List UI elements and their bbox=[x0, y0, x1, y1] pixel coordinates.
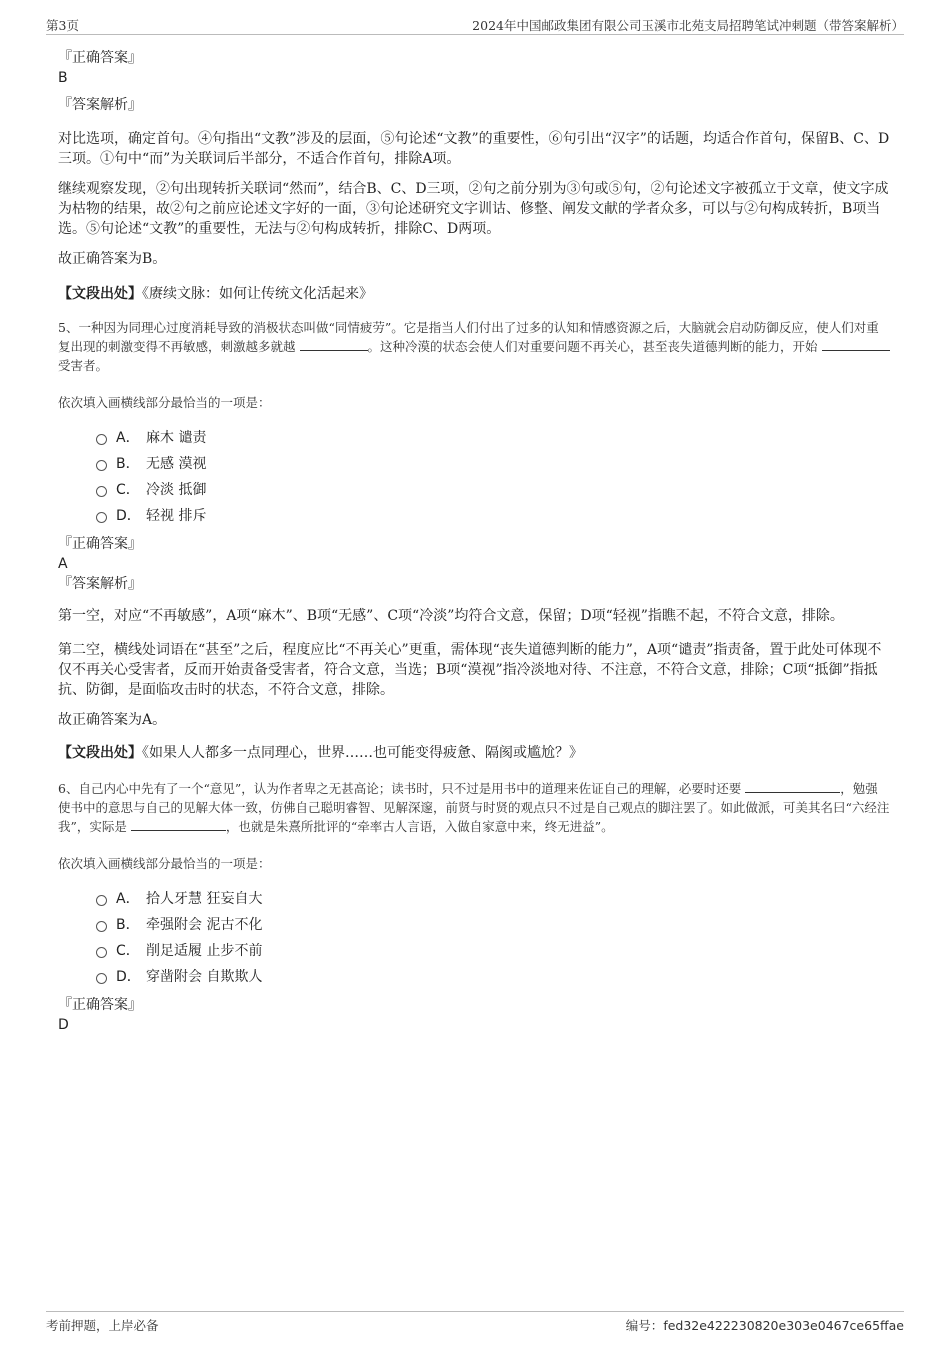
blank-line bbox=[822, 338, 890, 351]
analysis-paragraph: 第二空，横线处词语在“甚至”之后，程度应比“不再关心”更重，需体现“丧失道德判断的能力”，A项“谴责”指责备，置于此处可体现不仅不再关心受害者，反而开始责备受害者，符合文意，当选；B项“漠视”指冷淡地对待、不注意，不符合文意，排除；C项“抵御”指抵抗、防御，是面临攻击时的状态，不符合文意，排除。 bbox=[58, 642, 882, 698]
analysis-conclusion: 故正确答案为B。 bbox=[58, 251, 167, 267]
analysis-label: 『答案解析』 bbox=[58, 97, 142, 113]
radio-icon[interactable] bbox=[96, 512, 107, 523]
document-code bbox=[626, 1316, 904, 1334]
analysis-label: 『答案解析』 bbox=[58, 576, 142, 592]
q4-answer-block bbox=[58, 48, 890, 88]
correct-answer: A bbox=[58, 556, 68, 572]
answer-label: 『正确答案』 bbox=[58, 997, 142, 1013]
code-value: fed32e422230820e303e0467ce65ffae bbox=[663, 1318, 904, 1333]
answer-label: 『正确答案』 bbox=[58, 536, 142, 552]
radio-icon[interactable] bbox=[96, 973, 107, 984]
document-title: 2024年中国邮政集团有限公司玉溪市北苑支局招聘笔试冲刺题（带答案解析） bbox=[472, 18, 904, 33]
question-prompt: 依次填入画横线部分最恰当的一项是： bbox=[58, 856, 271, 871]
source-citation bbox=[58, 743, 890, 763]
radio-icon[interactable] bbox=[96, 434, 107, 445]
analysis-conclusion: 故正确答案为A。 bbox=[58, 712, 167, 728]
correct-answer: B bbox=[58, 70, 68, 86]
correct-answer: D bbox=[58, 1017, 69, 1033]
option-d[interactable]: D． 轻视 排斥 bbox=[96, 506, 206, 526]
option-c[interactable]: C． 削足适履 止步不前 bbox=[96, 941, 262, 961]
source-label: 【文段出处】 bbox=[58, 745, 142, 761]
question-6-text: 6、自己内心中先有了一个“意见”，认为作者卑之无甚高论；读书时，只不过是用书中的道理来佐证自己的理解，必要时还要 ，勉强使书中的意思与自己的见解大体一致，仿佛自己聪明睿智、见解深邃，前贤与时贤的观点只不过是自己观点的脚注罢了。如此做派，可美其名曰“六经注我”，实际是 ，也就是朱熹所批评的“牵率古人言语，入做自家意中来，终无进益”。 bbox=[58, 781, 890, 834]
page-number: 第3页 bbox=[46, 18, 79, 33]
page-header bbox=[46, 14, 904, 35]
code-label: 编号： bbox=[625, 1318, 664, 1333]
blank-line bbox=[745, 780, 840, 793]
option-a[interactable]: A． 麻木 谴责 bbox=[96, 428, 206, 448]
source-title: 《如果人人都多一点同理心，世界……也可能变得疲惫、隔阂或尴尬？》 bbox=[142, 745, 583, 761]
footer-slogan: 考前押题，上岸必备 bbox=[46, 1318, 159, 1333]
page-footer bbox=[46, 1311, 904, 1336]
radio-icon[interactable] bbox=[96, 921, 107, 932]
question-prompt: 依次填入画横线部分最恰当的一项是： bbox=[58, 395, 271, 410]
source-label: 【文段出处】 bbox=[58, 286, 142, 302]
radio-icon[interactable] bbox=[96, 947, 107, 958]
analysis-paragraph: 第一空，对应“不再敏感”，A项“麻木”、B项“无感”、C项“冷淡”均符合文意，保留；D项“轻视”指瞧不起，不符合文意，排除。 bbox=[58, 608, 844, 624]
q5-answer-block bbox=[58, 534, 890, 574]
analysis-paragraph: 继续观察发现，②句出现转折关联词“然而”，结合B、C、D三项，②句之前分别为③句或⑤句，②句论述文字被孤立于文章，使文字成为枯物的结果，故②句之前应论述文字好的一面，③句论述研究文字训诂、修整、阐发文献的学者众多，可以与②句构成转折，B项当选。⑤句论述“文教”的重要性，无法与②句构成转折，排除C、D两项。 bbox=[58, 181, 889, 237]
option-a[interactable]: A． 拾人牙慧 狂妄自大 bbox=[96, 889, 262, 909]
source-citation bbox=[58, 284, 890, 304]
radio-icon[interactable] bbox=[96, 895, 107, 906]
analysis-paragraph: 对比选项，确定首句。④句指出“文教”涉及的层面，⑤句论述“文教”的重要性，⑥句引出“汉字”的话题，均适合作首句，保留B、C、D三项。①句中“而”为关联词后半部分，不适合作首句，排除A项。 bbox=[58, 131, 890, 167]
q6-answer-block bbox=[58, 995, 890, 1035]
blank-line bbox=[300, 338, 368, 351]
blank-line bbox=[131, 818, 226, 831]
radio-icon[interactable] bbox=[96, 460, 107, 471]
answer-label: 『正确答案』 bbox=[58, 50, 142, 66]
option-d[interactable]: D． 穿凿附会 自欺欺人 bbox=[96, 967, 262, 987]
source-title: 《赓续文脉：如何让传统文化活起来》 bbox=[142, 286, 373, 302]
option-b[interactable]: B． 牵强附会 泥古不化 bbox=[96, 915, 262, 935]
option-b[interactable]: B． 无感 漠视 bbox=[96, 454, 206, 474]
option-c[interactable]: C． 冷淡 抵御 bbox=[96, 480, 206, 500]
question-5-text: 5、一种因为同理心过度消耗导致的消极状态叫做“同情疲劳”。它是指当人们付出了过多的认知和情感资源之后，大脑就会启动防御反应，使人们对重复出现的刺激变得不再敏感，刺激越多就越 。这种冷漠的状态会使人们对重要问题不再关心，甚至丧失道德判断的能力，开始 受害者。 bbox=[58, 318, 890, 375]
radio-icon[interactable] bbox=[96, 486, 107, 497]
